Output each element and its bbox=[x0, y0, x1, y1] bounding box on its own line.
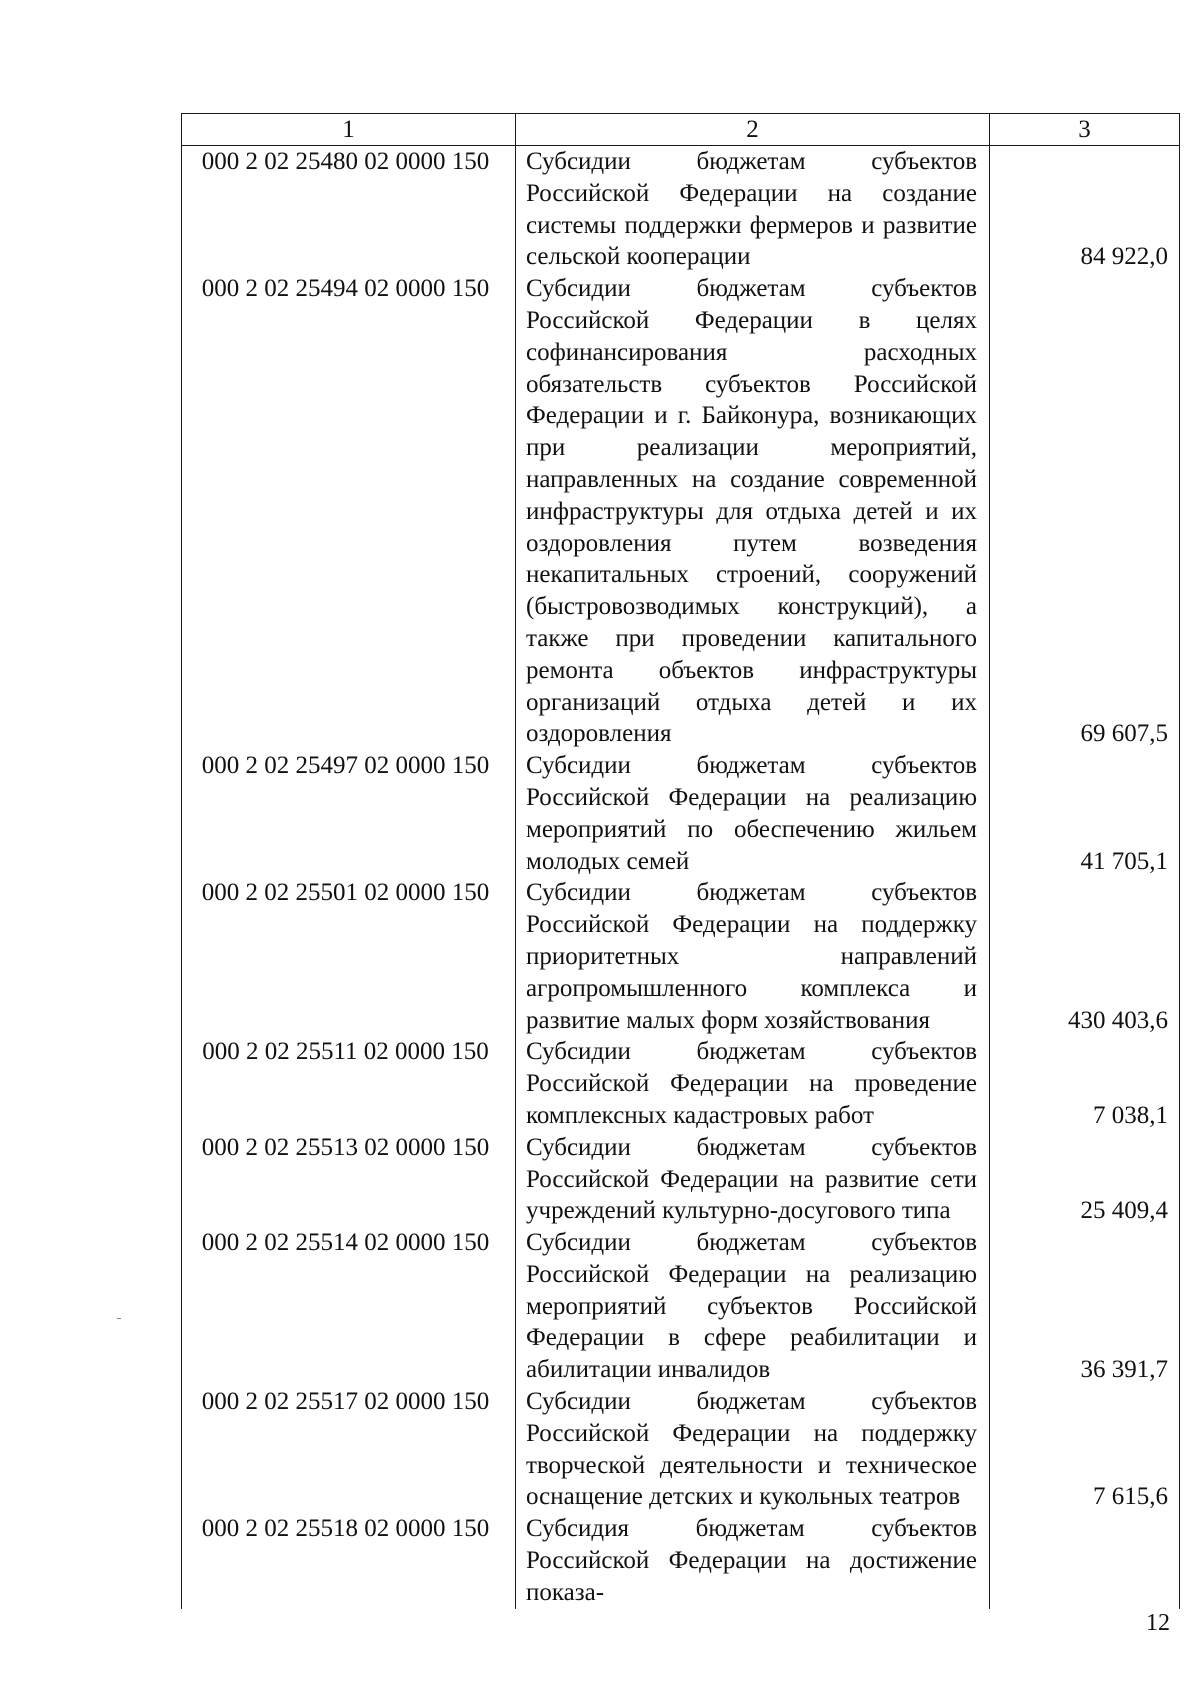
budget-code: 000 2 02 25511 02 0000 150 bbox=[182, 1036, 516, 1131]
item-amount: 7 038,1 bbox=[990, 1036, 1180, 1131]
item-amount: 7 615,6 bbox=[990, 1386, 1180, 1513]
item-description: Субсидии бюджетам субъектов Российской Федерации на поддержку творческой деятельности и техническое оснащение детских и кукольных театров bbox=[516, 1386, 990, 1513]
column-number-3: 3 bbox=[990, 114, 1180, 146]
budget-code: 000 2 02 25501 02 0000 150 bbox=[182, 877, 516, 1036]
table-row bbox=[182, 273, 1180, 750]
column-number-row bbox=[182, 114, 1180, 146]
scan-artifact bbox=[117, 1318, 121, 1319]
table-row bbox=[182, 877, 1180, 1036]
item-description: Субсидии бюджетам субъектов Российской Федерации на проведение комплексных кадастровых работ bbox=[516, 1036, 990, 1131]
item-description: Субсидии бюджетам субъектов Российской Федерации на реализацию мероприятий по обеспечению жильем молодых семей bbox=[516, 750, 990, 877]
column-number-1: 1 bbox=[182, 114, 516, 146]
table-row bbox=[182, 1036, 1180, 1131]
budget-code: 000 2 02 25517 02 0000 150 bbox=[182, 1386, 516, 1513]
table-row bbox=[182, 750, 1180, 877]
item-amount: 25 409,4 bbox=[990, 1132, 1180, 1227]
item-amount: 69 607,5 bbox=[990, 273, 1180, 750]
item-description: Субсидии бюджетам субъектов Российской Федерации на развитие сети учреждений культурно-досугового типа bbox=[516, 1132, 990, 1227]
item-amount: 84 922,0 bbox=[990, 146, 1180, 274]
budget-code: 000 2 02 25497 02 0000 150 bbox=[182, 750, 516, 877]
table-row bbox=[182, 1386, 1180, 1513]
budget-code: 000 2 02 25480 02 0000 150 bbox=[182, 146, 516, 274]
item-description: Субсидии бюджетам субъектов Российской Федерации на поддержку приоритетных направлений агропромышленного комплекса и развитие малых форм хозяйствования bbox=[516, 877, 990, 1036]
page-number: 12 bbox=[1146, 1610, 1170, 1636]
column-number-2: 2 bbox=[516, 114, 990, 146]
item-amount: 430 403,6 bbox=[990, 877, 1180, 1036]
budget-revenue-table bbox=[181, 113, 1180, 1609]
table-row bbox=[182, 146, 1180, 274]
table-row bbox=[182, 1132, 1180, 1227]
item-amount: 36 391,7 bbox=[990, 1227, 1180, 1386]
item-description: Субсидии бюджетам субъектов Российской Федерации в целях софинансирования расходных обязательств субъектов Российской Федерации и г. Байконура, возникающих при реализации мероприятий, направленных на создание современной инфраструктуры для отдыха детей и их оздоровления путем возведения некапитальных строений, сооружений (быстровозводимых конструкций), а также при проведении капитального ремонта объектов инфраструктуры организаций отдыха детей и их оздоровления bbox=[516, 273, 990, 750]
table-row bbox=[182, 1513, 1180, 1608]
budget-code: 000 2 02 25518 02 0000 150 bbox=[182, 1513, 516, 1608]
budget-code: 000 2 02 25494 02 0000 150 bbox=[182, 273, 516, 750]
table-row bbox=[182, 1227, 1180, 1386]
item-description: Субсидии бюджетам субъектов Российской Федерации на создание системы поддержки фермеров и развитие сельской кооперации bbox=[516, 146, 990, 274]
item-amount: 41 705,1 bbox=[990, 750, 1180, 877]
budget-code: 000 2 02 25514 02 0000 150 bbox=[182, 1227, 516, 1386]
budget-code: 000 2 02 25513 02 0000 150 bbox=[182, 1132, 516, 1227]
item-description: Субсидии бюджетам субъектов Российской Федерации на реализацию мероприятий субъектов Российской Федерации в сфере реабилитации и абилитации инвалидов bbox=[516, 1227, 990, 1386]
item-description: Субсидия бюджетам субъектов Российской Федерации на достижение показа- bbox=[516, 1513, 990, 1608]
item-amount bbox=[990, 1513, 1180, 1608]
